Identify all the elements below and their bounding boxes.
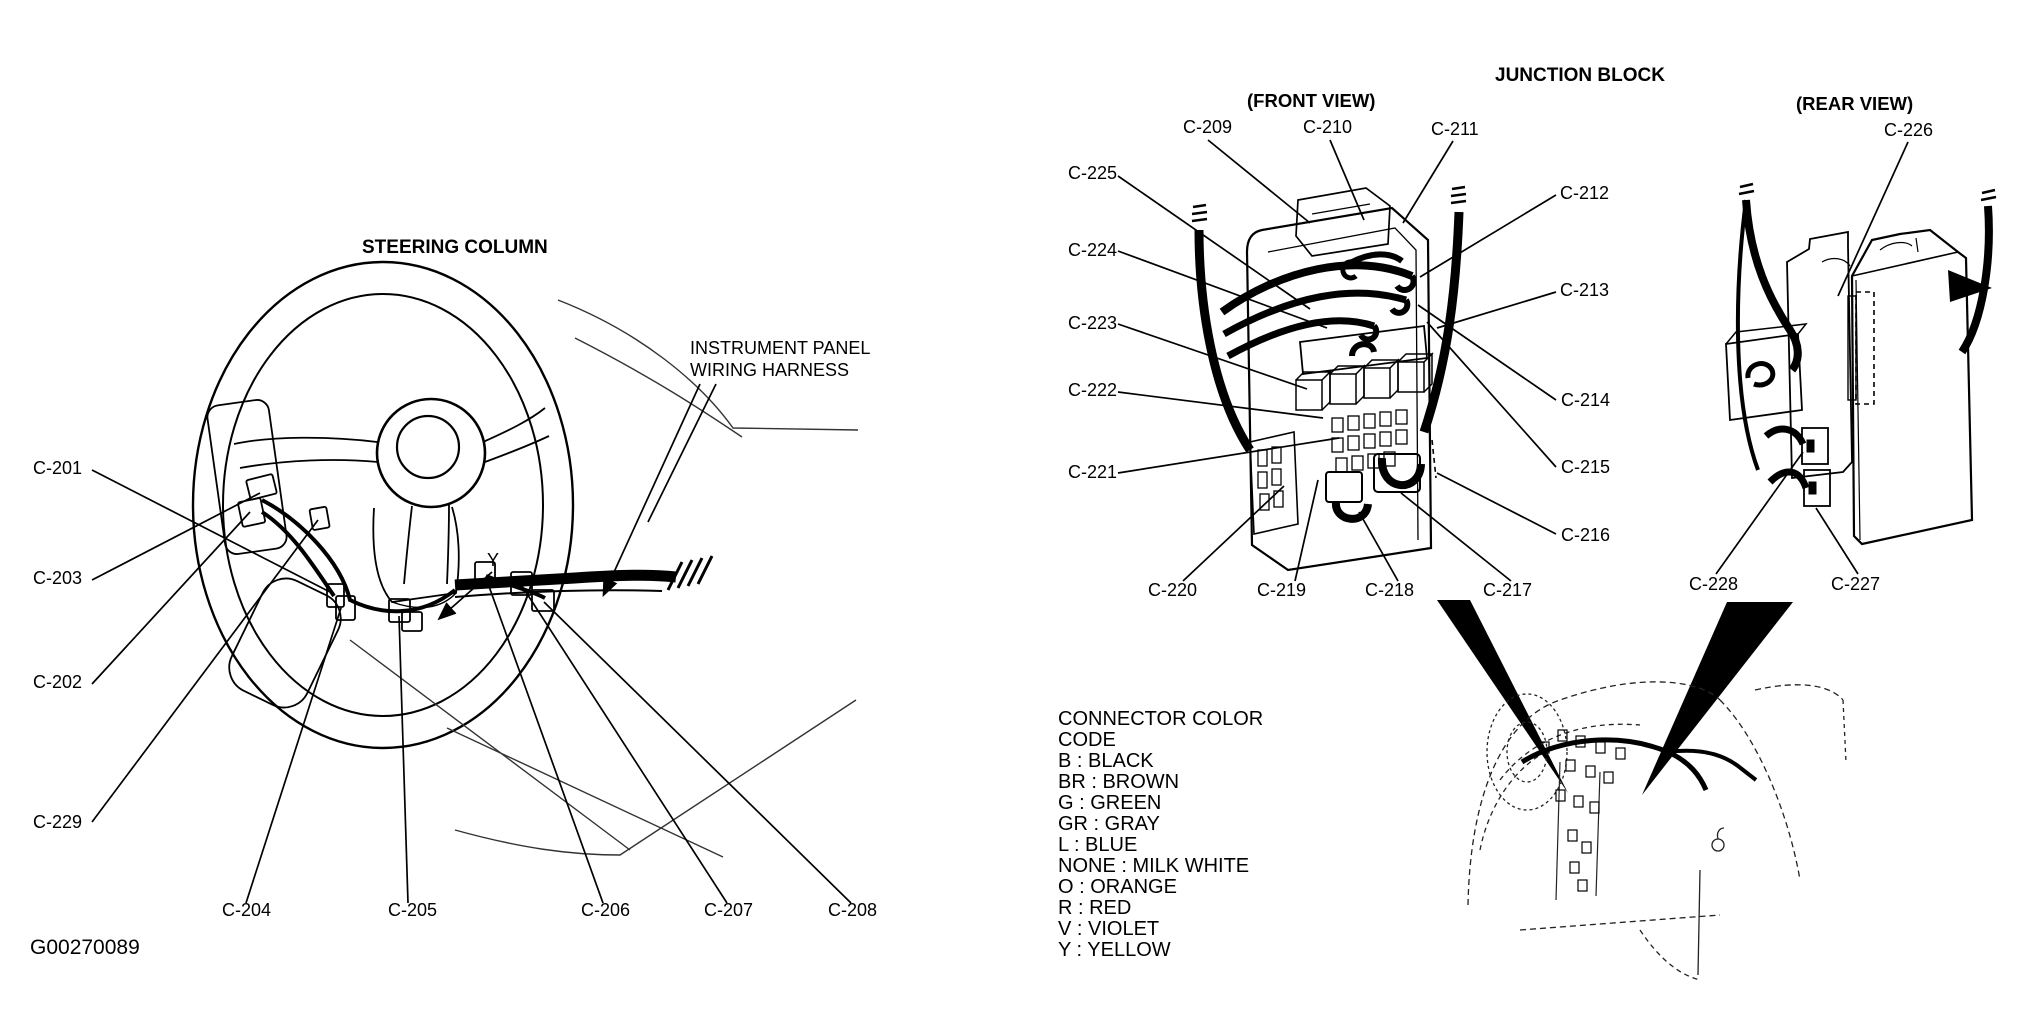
legend-entry: B : BLACK <box>1058 750 1154 772</box>
connector-label-c204: C-204 <box>222 900 272 920</box>
connector-label-c209: C-209 <box>1183 117 1233 137</box>
connector-label-c207: C-207 <box>704 900 754 920</box>
rear-view-drawing <box>1716 142 1996 574</box>
connector-label-c203: C-203 <box>33 568 83 588</box>
connector-label-c213: C-213 <box>1560 280 1610 300</box>
legend-entry: O : ORANGE <box>1058 876 1177 898</box>
connector-label-c224: C-224 <box>1068 240 1118 260</box>
connector-label-c221: C-221 <box>1068 462 1118 482</box>
connector-label-c212: C-212 <box>1560 183 1610 203</box>
connector-label-c210: C-210 <box>1303 117 1353 137</box>
legend-entry: L : BLUE <box>1058 834 1138 856</box>
figure-id: G00270089 <box>30 936 140 959</box>
junction-block-title: JUNCTION BLOCK <box>1495 65 1665 86</box>
connector-label-c220: C-220 <box>1148 580 1198 600</box>
instrument-panel-harness-label <box>690 339 870 380</box>
connector-label-c206: C-206 <box>581 900 631 920</box>
front-view-drawing <box>1118 140 1556 581</box>
connector-label-c227: C-227 <box>1831 574 1881 594</box>
legend-title-line1: CONNECTOR COLOR <box>1058 708 1264 730</box>
rear-view-title: (REAR VIEW) <box>1796 93 1914 114</box>
connector-label-c226: C-226 <box>1884 120 1934 140</box>
connector-label-c223: C-223 <box>1068 313 1118 333</box>
connector-color-code-legend <box>1058 709 1263 961</box>
connector-label-c202: C-202 <box>33 672 83 692</box>
legend-entry: GR : GRAY <box>1058 813 1160 835</box>
front-view-title: (FRONT VIEW) <box>1247 90 1376 111</box>
connector-label-c218: C-218 <box>1365 580 1415 600</box>
connector-label-c216: C-216 <box>1561 525 1611 545</box>
steering-connector-boxes <box>238 474 554 631</box>
connector-label-c208: C-208 <box>828 900 878 920</box>
legend-entry: BR : BROWN <box>1058 771 1180 793</box>
connector-label-c217: C-217 <box>1483 580 1533 600</box>
connector-label-c205: C-205 <box>388 900 438 920</box>
instrument-panel-harness-line2: WIRING HARNESS <box>690 360 850 380</box>
connector-label-c222: C-222 <box>1068 380 1118 400</box>
connector-label-c228: C-228 <box>1689 574 1739 594</box>
legend-entry: R : RED <box>1058 897 1132 919</box>
steering-leader-lines <box>92 470 851 903</box>
legend-title-line2: CODE <box>1058 729 1116 751</box>
steering-column-title: STEERING COLUMN <box>362 237 548 258</box>
legend-entry: Y : YELLOW <box>1058 939 1171 961</box>
connector-label-c214: C-214 <box>1561 390 1611 410</box>
legend-entry: G : GREEN <box>1058 792 1162 814</box>
connector-label-c229: C-229 <box>33 812 83 832</box>
connector-label-c211: C-211 <box>1431 119 1479 139</box>
legend-entry: V : VIOLET <box>1058 918 1160 940</box>
instrument-panel-harness-line1: INSTRUMENT PANEL <box>690 338 871 358</box>
wire-color-y-label: Y <box>487 550 500 570</box>
connector-label-c215: C-215 <box>1561 457 1611 477</box>
connector-label-c225: C-225 <box>1068 163 1118 183</box>
connector-label-c219: C-219 <box>1257 580 1307 600</box>
legend-entry: NONE : MILK WHITE <box>1058 855 1250 877</box>
connector-label-c201: C-201 <box>33 458 83 478</box>
